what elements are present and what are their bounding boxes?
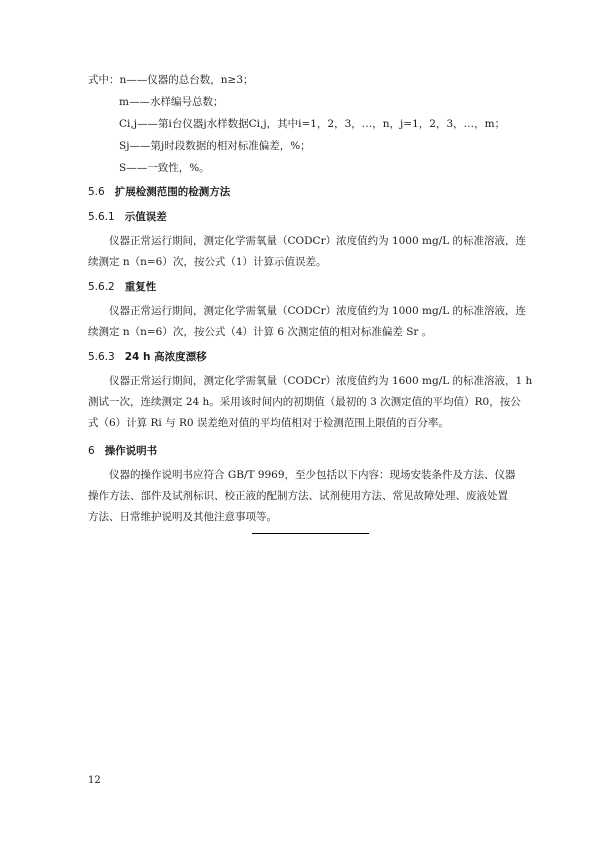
subsection-title: 重复性 xyxy=(124,281,157,293)
subsection-title: 示值误差 xyxy=(124,211,167,223)
section-number: 5.6 xyxy=(88,186,105,198)
definition-line: Ci,j——第i台仪器j水样数据Ci,j，其中i=1，2，3，…，n，j=1，2，3，…，m； xyxy=(119,118,506,130)
subsection-title: 24 h 高浓度漂移 xyxy=(124,351,207,363)
section-title: 操作说明书 xyxy=(104,445,158,457)
page-number: 12 xyxy=(88,775,101,786)
paragraph-line: 续测定 n（n=6）次，按公式（1）计算示值误差。 xyxy=(88,256,327,268)
subsection-heading xyxy=(88,280,156,294)
paragraph-line: 测试一次，连续测定 24 h。采用该时间内的初期值（最初的 3 次测定值的平均值）R0，按公 xyxy=(88,396,521,408)
subsection-heading xyxy=(88,350,207,364)
paragraph-line: 仪器正常运行期间，测定化学需氧量（CODCr）浓度值约为 1000 mg/L 的标准溶液，连 xyxy=(109,235,527,247)
paragraph-line: 续测定 n（n=6）次，按公式（4）计算 6 次测定值的相对标准偏差 Sr 。 xyxy=(88,326,433,338)
subsection-heading xyxy=(88,210,167,224)
definition-line: Sj——第j时段数据的相对标准偏差，%； xyxy=(119,140,311,152)
section-heading xyxy=(88,444,157,458)
paragraph-line: 仪器的操作说明书应符合 GB/T 9969，至少包括以下内容：现场安装条件及方法、仪器 xyxy=(109,469,516,481)
definition-line: S——一致性，%。 xyxy=(119,162,210,174)
subsection-number: 5.6.2 xyxy=(88,281,115,293)
paragraph-line: 操作方法、部件及试剂标识、校正液的配制方法、试剂使用方法、常见故障处理、废液处置 xyxy=(88,490,508,502)
definition-line: m——水样编号总数； xyxy=(119,96,224,108)
subsection-number: 5.6.1 xyxy=(88,211,115,223)
section-title: 扩展检测范围的检测方法 xyxy=(114,186,231,198)
paragraph-line: 方法、日常维护说明及其他注意事项等。 xyxy=(88,511,277,523)
paragraph-line: 仪器正常运行期间，测定化学需氧量（CODCr）浓度值约为 1600 mg/L 的标准溶液，1 h xyxy=(109,375,533,387)
subsection-number: 5.6.3 xyxy=(88,351,115,363)
paragraph-line: 式（6）计算 Ri 与 R0 误差绝对值的平均值相对于检测范围上限值的百分率。 xyxy=(88,417,449,429)
section-heading xyxy=(88,185,230,199)
paragraph-line: 仪器正常运行期间，测定化学需氧量（CODCr）浓度值约为 1000 mg/L 的标准溶液，连 xyxy=(109,305,527,317)
end-rule xyxy=(252,533,369,534)
section-number: 6 xyxy=(88,445,95,457)
definition-line: 式中：n——仪器的总台数，n≥3； xyxy=(88,74,254,86)
